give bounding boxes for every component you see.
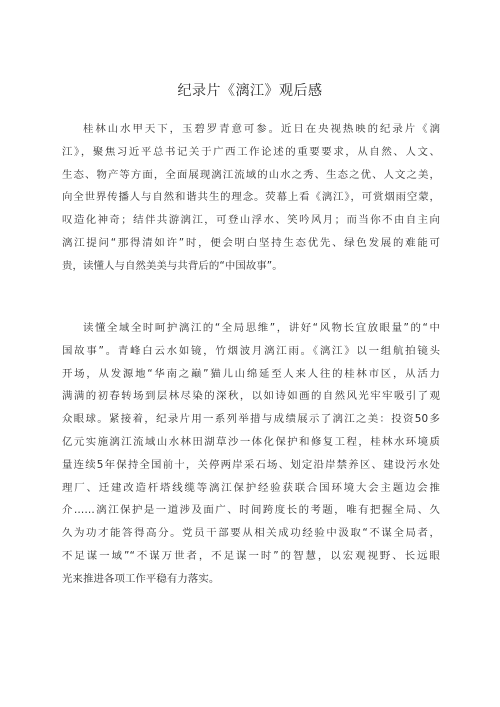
paragraph-2 (62, 317, 440, 591)
paragraph-line: 漓江提问“那得清如许”时，便会明白坚持生态优先、绿色发展的难能可 (62, 236, 440, 249)
paragraph-line: 叹造化神奇；结伴共游漓江，可登山浮水、笑吟风月；而当你不由自主向 (62, 214, 440, 227)
paragraph-line: 量连续5年保持全国前十，关停两岸采石场、划定沿岸禁养区、建设污水处 (62, 458, 440, 471)
paragraph-line: 读懂全域全时呵护漓江的“全局思维”，讲好“风物长宜放眼量”的“中 (83, 322, 440, 334)
paragraph-line: 贵，读懂人与自然美美与共背后的“中国故事”。 (62, 259, 283, 272)
paragraph-line: 生态、物产等方面，全面展现漓江流域的山水之秀、生态之优、人文之美， (62, 168, 440, 181)
paragraph-line: 理厂、迁建改造杆塔线缆等漓江保护经验获联合国环境大会主题边会推 (62, 481, 440, 494)
paragraph-line: 国故事”。青峰白云水如镜，竹烟波月漓江雨。《漓江》以一组航拍镜头 (62, 344, 440, 357)
paragraph-line: 满满的初春转场到层林尽染的深秋，以如诗如画的自然风光牢牢吸引了观 (62, 390, 440, 403)
paragraph-line: 不足谋一域”“不谋万世者，不足谋一时”的智慧，以宏观视野、长远眼 (62, 549, 440, 562)
paragraph-line: 开场，从发源地“华南之巅”猫儿山绵延至人来人往的桂林市区，从活力 (62, 367, 440, 380)
paragraph-line: 光来推进各项工作平稳有力落实。 (62, 572, 220, 585)
paragraph-line: 亿元实施漓江流域山水林田湖草沙一体化保护和修复工程，桂林水环境质 (62, 435, 440, 448)
document-title: 纪录片《漓江》观后感 (177, 83, 323, 99)
paragraph-line: 江》，聚焦习近平总书记关于广西工作论述的重要要求，从自然、人文、 (62, 145, 440, 158)
paragraph-1 (62, 118, 440, 278)
paragraph-line: 桂林山水甲天下，玉碧罗青意可参。近日在央视热映的纪录片《漓 (83, 123, 440, 135)
paragraph-line: 久为功才能答得高分。党员干部要从相关成功经验中汲取“不谋全局者， (62, 527, 440, 540)
paragraph-line: 众眼球。紧接着，纪录片用一系列举措与成绩展示了漓江之美：投资50多 (62, 413, 440, 426)
paragraph-line: 向全世界传播人与自然和谐共生的理念。荧幕上看《漓江》，可赏烟雨空蒙， (62, 191, 440, 204)
paragraph-line: 介……漓江保护是一道涉及面广、时间跨度长的考题，唯有把握全局、久 (62, 504, 440, 517)
